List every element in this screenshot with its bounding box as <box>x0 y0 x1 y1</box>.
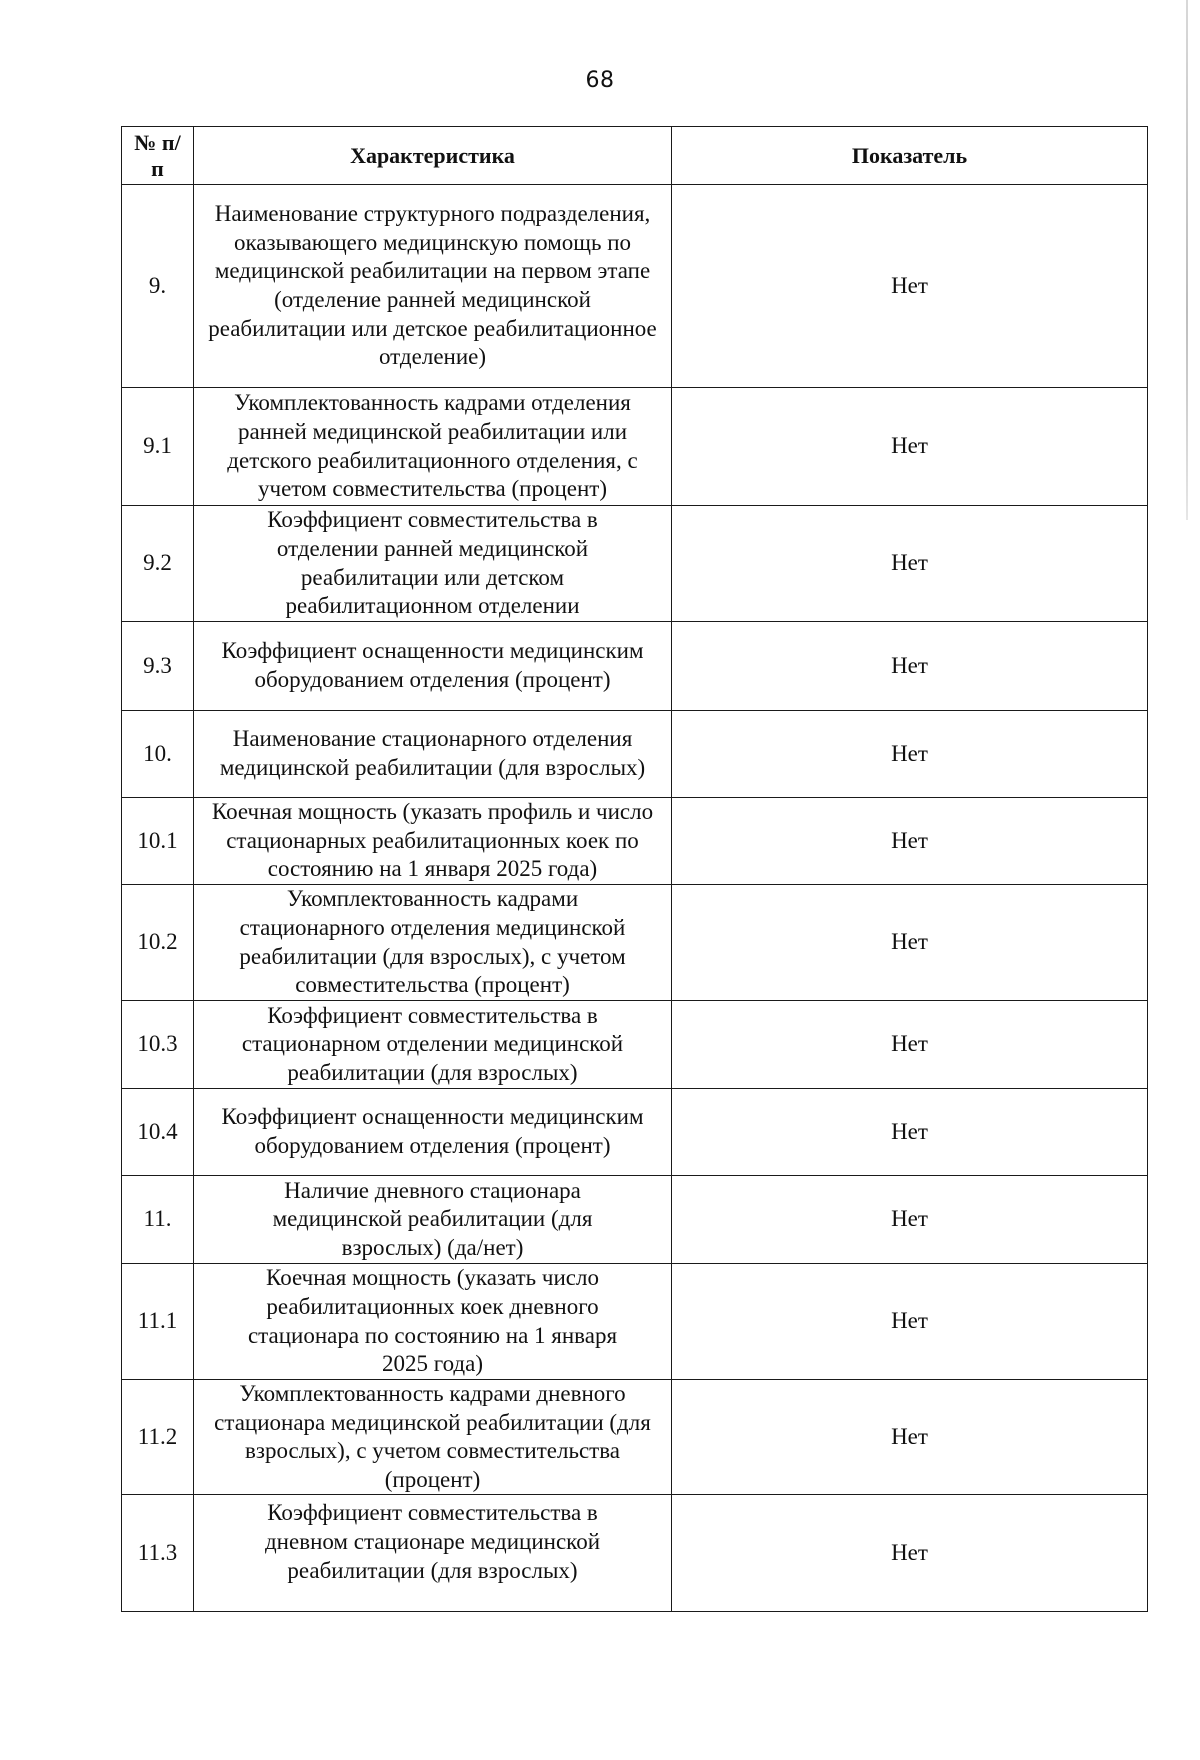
indicators-table <box>121 126 1148 1612</box>
row-value: Нет <box>672 1495 1148 1612</box>
table-row <box>122 1495 1148 1612</box>
row-num: 9.2 <box>122 506 194 622</box>
table-row <box>122 506 1148 622</box>
row-num: 11.2 <box>122 1380 194 1495</box>
header-value: Показатель <box>672 127 1148 185</box>
row-value: Нет <box>672 388 1148 506</box>
row-value: Нет <box>672 1176 1148 1264</box>
row-num: 10.4 <box>122 1089 194 1176</box>
row-value: Нет <box>672 711 1148 798</box>
row-num: 9.1 <box>122 388 194 506</box>
row-characteristic: Укомплектованность кадрами дневного стационара медицинской реабилитации (для взрослых), с учетом совместительства (процент) <box>194 1380 672 1495</box>
row-value: Нет <box>672 506 1148 622</box>
row-value: Нет <box>672 622 1148 711</box>
table-row <box>122 1089 1148 1176</box>
row-num: 10.1 <box>122 798 194 885</box>
page-number: 68 <box>585 68 615 93</box>
row-characteristic: Наименование структурного подразделения, оказывающего медицинскую помощь по медицинской реабилитации на первом этапе (отделение ранней медицинской реабилитации или детское реабилитационное отделение) <box>194 185 672 388</box>
row-num: 11.1 <box>122 1264 194 1380</box>
table-row <box>122 885 1148 1001</box>
row-num: 10. <box>122 711 194 798</box>
row-characteristic: Укомплектованность кадрами стационарного отделения медицинской реабилитации (для взрослых), с учетом совместительства (процент) <box>194 885 672 1001</box>
table-row <box>122 1176 1148 1264</box>
row-num: 11.3 <box>122 1495 194 1612</box>
row-characteristic: Коэффициент оснащенности медицинским оборудованием отделения (процент) <box>194 1089 672 1176</box>
row-characteristic: Наименование стационарного отделения медицинской реабилитации (для взрослых) <box>194 711 672 798</box>
row-value: Нет <box>672 1001 1148 1089</box>
table-row <box>122 1264 1148 1380</box>
table-row <box>122 185 1148 388</box>
row-characteristic: Коэффициент оснащенности медицинским оборудованием отделения (процент) <box>194 622 672 711</box>
header-characteristic: Характеристика <box>194 127 672 185</box>
row-value: Нет <box>672 185 1148 388</box>
table-row <box>122 711 1148 798</box>
row-characteristic: Коэффициент совместительства в дневном стационаре медицинской реабилитации (для взрослых) <box>194 1495 672 1612</box>
table-row <box>122 388 1148 506</box>
row-value: Нет <box>672 1264 1148 1380</box>
row-value: Нет <box>672 798 1148 885</box>
row-num: 10.2 <box>122 885 194 1001</box>
row-characteristic: Коечная мощность (указать число реабилитационных коек дневного стационара по состоянию на 1 января 2025 года) <box>194 1264 672 1380</box>
row-num: 10.3 <box>122 1001 194 1089</box>
row-num: 9.3 <box>122 622 194 711</box>
row-characteristic: Укомплектованность кадрами отделения ранней медицинской реабилитации или детского реабилитационного отделения, с учетом совместительства (процент) <box>194 388 672 506</box>
header-num: № п/п <box>122 127 194 185</box>
table-row <box>122 1380 1148 1495</box>
table-row <box>122 1001 1148 1089</box>
row-value: Нет <box>672 1380 1148 1495</box>
row-num: 11. <box>122 1176 194 1264</box>
row-characteristic: Коэффициент совместительства в отделении ранней медицинской реабилитации или детском реабилитационном отделении <box>194 506 672 622</box>
row-characteristic: Коечная мощность (указать профиль и число стационарных реабилитационных коек по состоянию на 1 января 2025 года) <box>194 798 672 885</box>
table-row <box>122 798 1148 885</box>
table-header-row <box>122 127 1148 185</box>
row-value: Нет <box>672 885 1148 1001</box>
row-characteristic: Наличие дневного стационара медицинской реабилитации (для взрослых) (да/нет) <box>194 1176 672 1264</box>
row-characteristic: Коэффициент совместительства в стационарном отделении медицинской реабилитации (для взрослых) <box>194 1001 672 1089</box>
table-row <box>122 622 1148 711</box>
row-value: Нет <box>672 1089 1148 1176</box>
row-num: 9. <box>122 185 194 388</box>
